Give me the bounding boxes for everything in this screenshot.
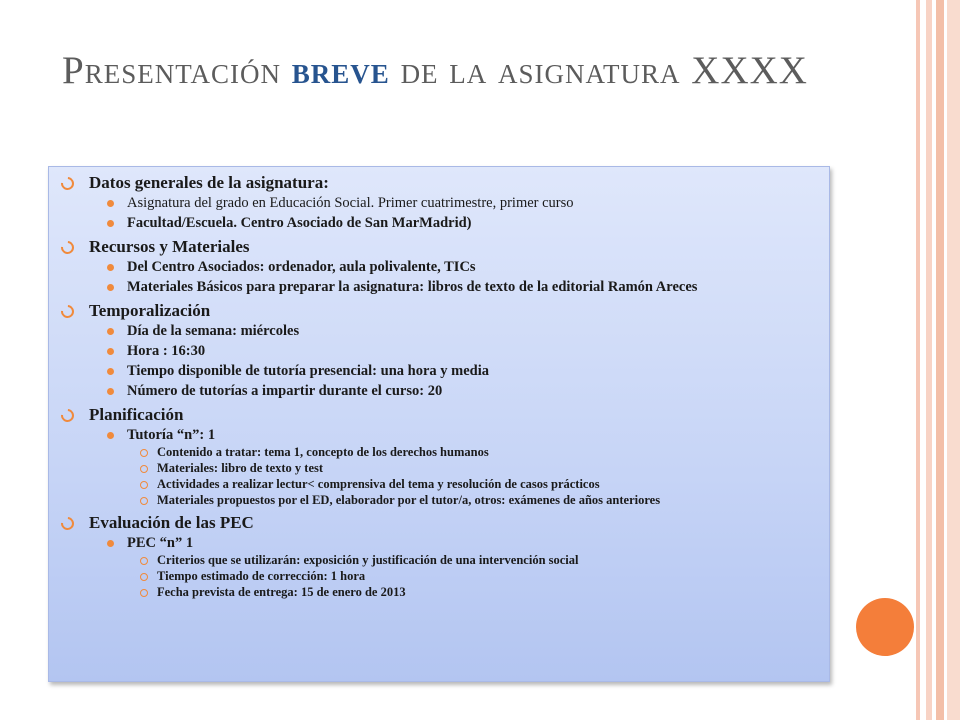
list-item xyxy=(89,343,829,359)
bullet-icon xyxy=(58,302,76,320)
list-item-text: Hora : 16:30 xyxy=(127,343,206,359)
section-item xyxy=(49,513,829,599)
circle-bullet-icon xyxy=(140,497,148,505)
title-pre: Presentación xyxy=(62,49,282,92)
sub-list-item xyxy=(127,586,829,599)
sub-list-item-text: Materiales propuestos por el ED, elaborador por el tutor/a, otros: exámenes de años anteriores xyxy=(157,493,661,507)
title-accent: breve xyxy=(291,49,390,92)
list-item xyxy=(89,215,829,231)
sub-list xyxy=(89,535,829,599)
bullet-icon xyxy=(107,388,114,395)
sub-list-item-text: Actividades a realizar lectur< comprensiva del tema y resolución de casos prácticos xyxy=(157,477,600,491)
circle-bullet-icon xyxy=(140,465,148,473)
bullet-icon xyxy=(58,174,76,192)
sub-list-item xyxy=(127,478,829,491)
bullet-icon xyxy=(107,200,114,207)
sub-list-item-text: Criterios que se utilizarán: exposición y justificación de una intervención social xyxy=(157,553,579,567)
section-heading: Evaluación de las PEC xyxy=(89,513,254,532)
list-item-text: Día de la semana: miércoles xyxy=(127,323,300,339)
list-item-text: Tiempo disponible de tutoría presencial: una hora y media xyxy=(127,363,489,379)
slide-title xyxy=(62,48,862,94)
bullet-icon xyxy=(107,432,114,439)
section-item xyxy=(49,237,829,295)
decor-stripe xyxy=(947,0,960,720)
title-post: de la asignatura XXXX xyxy=(400,49,808,92)
section-heading: Datos generales de la asignatura: xyxy=(89,173,329,192)
sub-sub-list xyxy=(127,554,829,599)
bullet-icon xyxy=(58,406,76,424)
sub-list-item xyxy=(127,554,829,567)
bullet-icon xyxy=(107,220,114,227)
list-item xyxy=(89,259,829,275)
list-item xyxy=(89,363,829,379)
section-item xyxy=(49,301,829,399)
list-item-text: Asignatura del grado en Educación Social. Primer cuatrimestre, primer curso xyxy=(127,195,574,211)
list-item-text: Materiales Básicos para preparar la asignatura: libros de texto de la editorial Ramón Areces xyxy=(127,279,698,295)
circle-bullet-icon xyxy=(140,573,148,581)
sub-list xyxy=(89,195,829,231)
list-item-text: Tutoría “n”: 1 xyxy=(127,427,216,443)
decor-stripe xyxy=(936,0,944,720)
decor-stripe xyxy=(926,0,932,720)
sub-list xyxy=(89,323,829,399)
section-list xyxy=(49,173,829,599)
section-heading: Recursos y Materiales xyxy=(89,237,250,256)
section-heading: Planificación xyxy=(89,405,184,424)
sub-list xyxy=(89,427,829,507)
sub-list-item xyxy=(127,462,829,475)
bullet-icon xyxy=(107,328,114,335)
bullet-icon xyxy=(107,264,114,271)
bullet-icon xyxy=(58,238,76,256)
circle-bullet-icon xyxy=(140,589,148,597)
section-item xyxy=(49,405,829,507)
section-item xyxy=(49,173,829,231)
bullet-icon xyxy=(107,540,114,547)
sub-list-item xyxy=(127,446,829,459)
sub-list-item-text: Materiales: libro de texto y test xyxy=(157,461,324,475)
circle-bullet-icon xyxy=(140,449,148,457)
list-item xyxy=(89,383,829,399)
circle-bullet-icon xyxy=(140,481,148,489)
bullet-icon xyxy=(107,348,114,355)
decor-stripe xyxy=(916,0,920,720)
bullet-icon xyxy=(107,284,114,291)
list-item-text: Facultad/Escuela. Centro Asociado de San MarMadrid) xyxy=(127,215,472,231)
sub-list xyxy=(89,259,829,295)
sub-list-item-text: Tiempo estimado de corrección: 1 hora xyxy=(157,569,366,583)
list-item xyxy=(89,195,829,211)
list-item-text: Del Centro Asociados: ordenador, aula polivalente, TICs xyxy=(127,259,476,275)
sub-list-item xyxy=(127,494,829,507)
circle-bullet-icon xyxy=(140,557,148,565)
decor-circle xyxy=(856,598,914,656)
section-heading: Temporalización xyxy=(89,301,211,320)
sub-list-item-text: Contenido a tratar: tema 1, concepto de los derechos humanos xyxy=(157,445,489,459)
bullet-icon xyxy=(107,368,114,375)
sub-list-item xyxy=(127,570,829,583)
sub-sub-list xyxy=(127,446,829,507)
list-item xyxy=(89,427,829,507)
list-item-text: Número de tutorías a impartir durante el curso: 20 xyxy=(127,383,443,399)
content-box xyxy=(48,166,830,682)
list-item xyxy=(89,535,829,599)
list-item xyxy=(89,323,829,339)
sub-list-item-text: Fecha prevista de entrega: 15 de enero de 2013 xyxy=(157,585,406,599)
bullet-icon xyxy=(58,514,76,532)
list-item xyxy=(89,279,829,295)
list-item-text: PEC “n” 1 xyxy=(127,535,194,551)
